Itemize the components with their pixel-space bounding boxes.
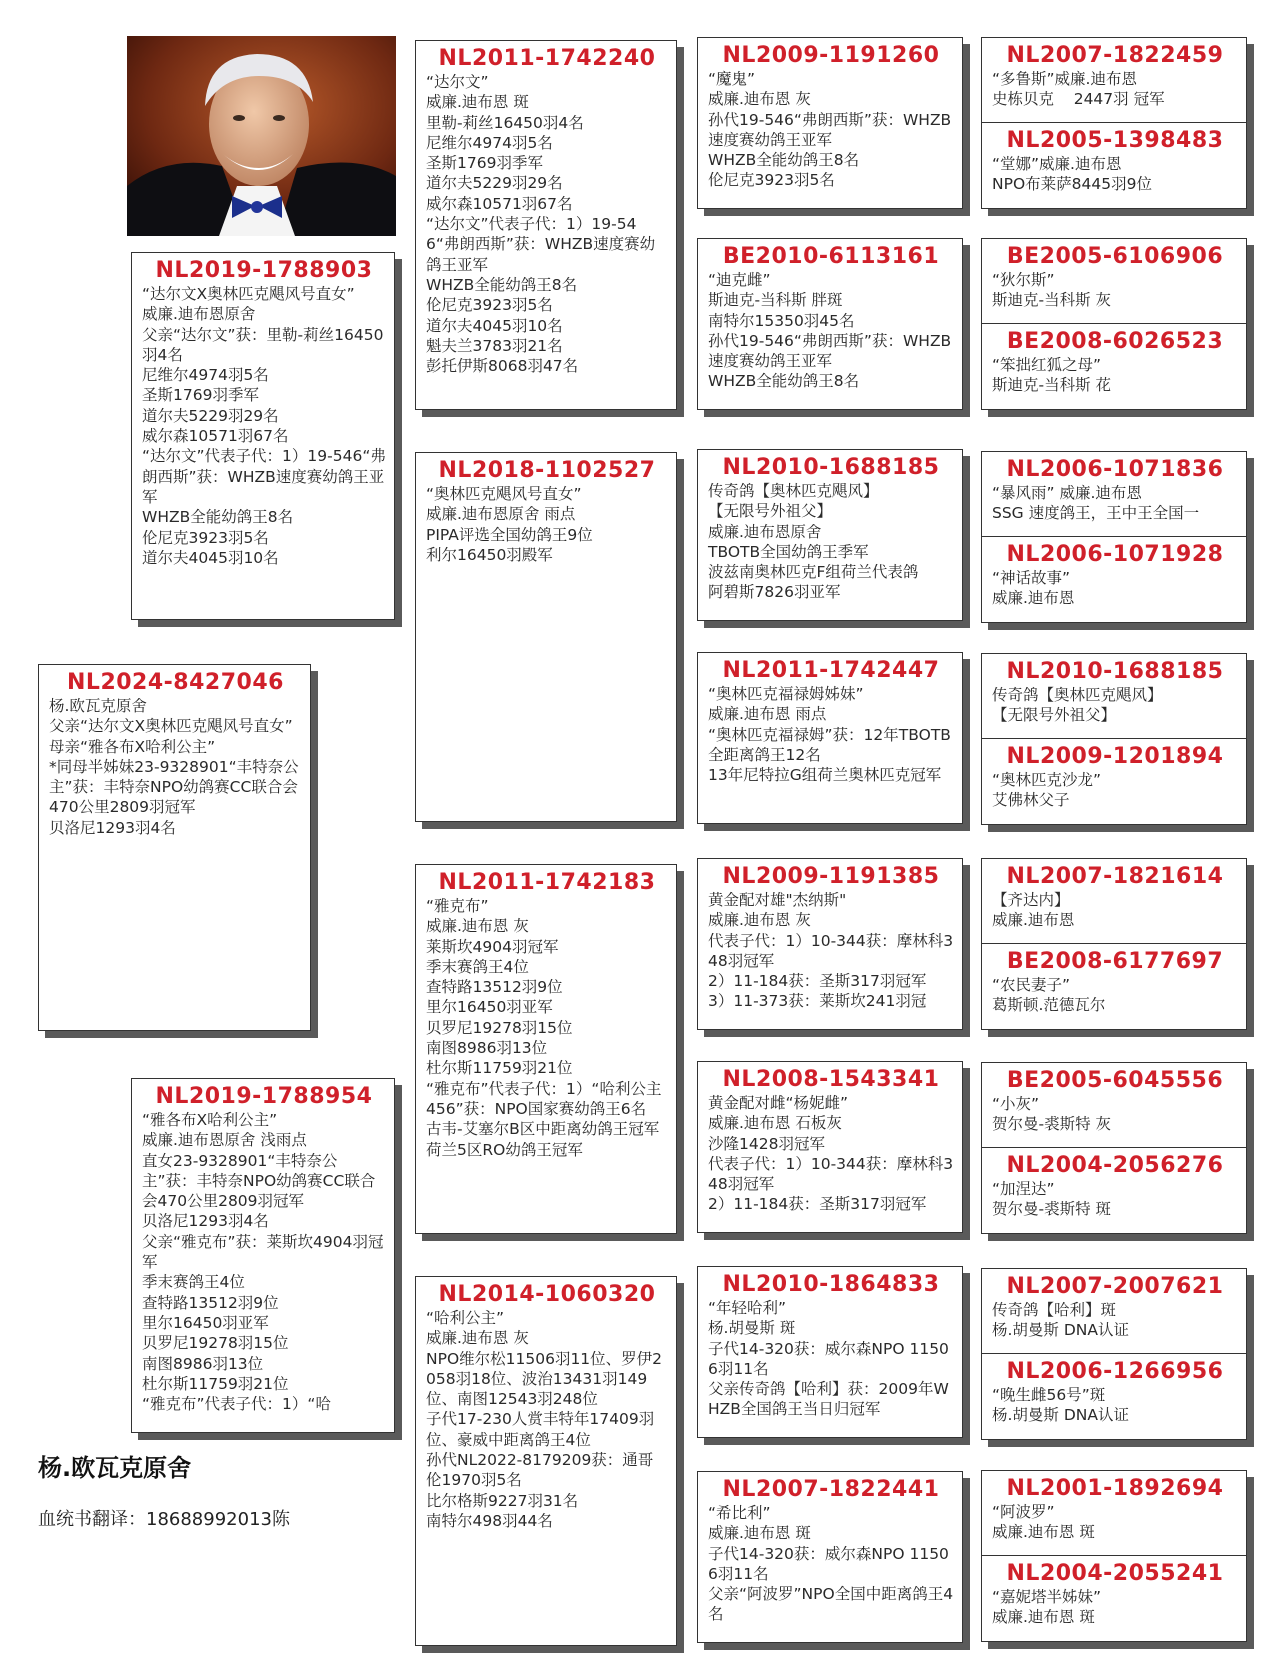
gen3-details: 黄金配对雄"杰纳斯" 威廉.迪布恩 灰 代表子代：1）10-344获：摩林科348羽冠军 2）11-184获：圣斯317羽冠军 3）11-373获：莱斯坎241羽冠 (708, 891, 954, 1011)
gen4-details: “加涅达” 贺尔曼-裘斯特 斑 (992, 1180, 1112, 1219)
gen3-card (697, 1471, 963, 1643)
gen4-details: 传奇鸽【哈利】斑 杨.胡曼斯 DNA认证 (992, 1301, 1129, 1340)
gen4-ring-number: BE2005-6045556 (1006, 1068, 1224, 1093)
gen4-ring-number: NL2009-1201894 (1006, 744, 1224, 769)
gen4-ring-number: NL2006-1266956 (1006, 1359, 1224, 1384)
gen2-details: “哈利公主” 威廉.迪布恩 灰 NPO维尔松11506羽11位、罗伊2058羽18位、波治13431羽149位、南图12543羽248位 子代17-230人赏丰特年17409羽位、豪威中距离鸽王4位 孙代NL2022-8179209获：通哥伦1970羽5名 比尔格斯9227羽31名 南特尔498羽44名 (426, 1309, 663, 1530)
gen3-ring-number: NL2010-1864833 (722, 1272, 940, 1297)
gen4-details: “多鲁斯”威廉.迪布恩 史栋贝克 2447羽 冠军 (992, 70, 1165, 109)
gen2-ring-number: NL2011-1742240 (438, 46, 656, 71)
gen4-ring-number: NL2007-2007621 (1006, 1274, 1224, 1299)
gen3-details: “希比利” 威廉.迪布恩 斑 子代14-320获：威尔森NPO 11506羽11名 父亲“阿波罗”NPO全国中距离鸽王4名 (708, 1504, 954, 1624)
gen4-ring-number: NL2001-1892694 (1006, 1476, 1224, 1501)
gen4-section (982, 1269, 1246, 1353)
gen3-card (697, 1061, 963, 1233)
subject-ring-number: NL2024-8427046 (67, 670, 284, 695)
gen4-ring-number: NL2006-1071836 (1006, 457, 1224, 482)
translator-contact: 血统书翻译：18688992013陈 (38, 1509, 290, 1530)
breeder-portrait-photo (127, 36, 396, 236)
gen2-details: “奥林匹克飓风号直女” 威廉.迪布恩原舍 雨点 PIPA评选全国幼鸽王9位 利尔16450羽殿军 (426, 485, 593, 564)
gen3-ring-number: NL2010-1688185 (722, 455, 940, 480)
gen4-card (981, 858, 1247, 1030)
gen3-details: “年轻哈利” 杨.胡曼斯 斑 子代14-320获：威尔森NPO 11506羽11名 父亲传奇鸽【哈利】获：2009年WHZB全国鸽王当日归冠军 (708, 1299, 949, 1419)
gen3-card (697, 652, 963, 824)
gen3-ring-number: NL2008-1543341 (722, 1067, 940, 1092)
gen3-ring-number: NL2009-1191260 (722, 43, 940, 68)
gen4-section (982, 1471, 1246, 1555)
gen3-ring-number: NL2009-1191385 (722, 864, 940, 889)
sire-details: “达尔文X奥林匹克飓风号直女” 威廉.迪布恩原舍 父亲“达尔文”获：里勒-莉丝16450羽4名 尼维尔4974羽5名 圣斯1769羽季军 道尔夫5229羽29名 威尔森10571羽67名 “达尔文”代表子代：1）19-546“弗朗西斯”获：WHZB速度赛幼鸽王亚军 WHZB全能幼鸽王8名 伦尼克3923羽5名 道尔夫4045羽10名 (142, 285, 386, 567)
gen4-ring-number: NL2007-1821614 (1006, 864, 1224, 889)
gen2-ring-number: NL2018-1102527 (438, 458, 656, 483)
gen4-card (981, 37, 1247, 209)
gen4-ring-number: NL2010-1688185 (1006, 659, 1224, 684)
gen4-section (982, 1063, 1246, 1147)
gen4-section (982, 239, 1246, 323)
gen4-card (981, 451, 1247, 623)
gen2-ring-number: NL2011-1742183 (438, 870, 656, 895)
gen2-details: “达尔文” 威廉.迪布恩 斑 里勒-莉丝16450羽4名 尼维尔4974羽5名 圣斯1769羽季军 道尔夫5229羽29名 威尔森10571羽67名 “达尔文”代表子代：1）19-546“弗朗西斯”获：WHZB速度赛幼鸽王亚军 WHZB全能幼鸽王8名 伦尼克3923羽5名 道尔夫4045羽10名 魁夫兰3783羽21名 彭托伊斯8068羽47名 (426, 73, 656, 376)
gen4-card (981, 1268, 1247, 1440)
gen4-details: “小灰” 贺尔曼-裘斯特 灰 (992, 1095, 1112, 1134)
gen3-details: “奥林匹克福禄姆姊妹” 威廉.迪布恩 雨点 “奥林匹克福禄姆”获：12年TBOTB全距离鸽王12名 13年尼特拉G组荷兰奥林匹克冠军 (708, 685, 951, 785)
gen4-details: “奥林匹克沙龙” 艾佛林父子 (992, 771, 1102, 810)
gen3-details: “魔鬼” 威廉.迪布恩 灰 孙代19-546“弗朗西斯”获：WHZB速度赛幼鸽王亚军 WHZB全能幼鸽王8名 伦尼克3923羽5名 (708, 70, 952, 190)
gen4-details: “暴风雨” 威廉.迪布恩 SSG 速度鸽王，王中王全国一 (992, 484, 1200, 523)
gen2-card (415, 1276, 677, 1646)
gen4-details: “阿波罗” 威廉.迪布恩 斑 (992, 1503, 1095, 1542)
gen4-details: “农民妻子” 葛斯顿.范德瓦尔 (992, 976, 1106, 1015)
dam-card (131, 1078, 395, 1433)
subject-card (38, 664, 311, 1031)
gen4-ring-number: NL2004-2055241 (1006, 1561, 1224, 1586)
gen3-details: “迪克雌” 斯迪克-当科斯 胖斑 南特尔15350羽45名 孙代19-546“弗朗西斯”获：WHZB速度赛幼鸽王亚军 WHZB全能幼鸽王8名 (708, 271, 952, 391)
gen4-section (982, 323, 1246, 400)
gen4-section (982, 38, 1246, 122)
gen4-card (981, 1470, 1247, 1642)
gen4-ring-number: BE2008-6026523 (1006, 329, 1224, 354)
gen4-card (981, 1062, 1247, 1234)
gen3-card (697, 238, 963, 410)
gen3-details: 黄金配对雌“杨妮雌” 威廉.迪布恩 石板灰 沙隆1428羽冠军 代表子代：1）10-344获：摩林科348羽冠军 2）11-184获：圣斯317羽冠军 (708, 1094, 954, 1214)
gen4-ring-number: BE2005-6106906 (1006, 244, 1224, 269)
gen4-card (981, 653, 1247, 825)
gen4-section (982, 452, 1246, 536)
gen4-ring-number: NL2007-1822459 (1006, 43, 1224, 68)
gen4-section (982, 943, 1246, 1020)
gen3-ring-number: NL2011-1742447 (722, 658, 940, 683)
loft-name: 杨.欧瓦克原舍 (38, 1454, 192, 1482)
gen3-card (697, 858, 963, 1030)
gen2-card (415, 864, 677, 1234)
gen4-card (981, 238, 1247, 410)
gen4-ring-number: NL2006-1071928 (1006, 542, 1224, 567)
gen4-section (982, 1555, 1246, 1632)
gen4-details: 【齐达内】 威廉.迪布恩 (992, 891, 1075, 930)
gen4-ring-number: BE2008-6177697 (1006, 949, 1224, 974)
gen3-ring-number: BE2010-6113161 (722, 244, 940, 269)
gen3-details: 传奇鸽【奥林匹克飓风】 【无限号外祖父】 威廉.迪布恩原舍 TBOTB全国幼鸽王季军 波兹南奥林匹克F组荷兰代表鸽 阿碧斯7826羽亚军 (708, 482, 919, 602)
gen3-card (697, 449, 963, 621)
gen4-section (982, 536, 1246, 613)
gen4-ring-number: NL2005-1398483 (1006, 128, 1224, 153)
gen4-section (982, 1353, 1246, 1430)
gen4-ring-number: NL2004-2056276 (1006, 1153, 1224, 1178)
gen4-details: “狄尔斯” 斯迪克-当科斯 灰 (992, 271, 1112, 310)
dam-ring-number: NL2019-1788954 (155, 1084, 373, 1109)
gen4-details: 传奇鸽【奥林匹克飓风】 【无限号外祖父】 (992, 686, 1163, 725)
dam-details: “雅各布X哈利公主” 威廉.迪布恩原舍 浅雨点 直女23-9328901“丰特奈公主”获：丰特奈NPO幼鸽赛CC联合会470公里2809羽冠军 贝洛尼1293羽4名 父亲“雅克布”获：莱斯坎4904羽冠军 季末赛鸽王4位 查特路13512羽9位 里尔16450羽亚军 贝罗尼19278羽15位 南图8986羽13位 杜尔斯11759羽21位 “雅克布”代表子代：1）“哈 (142, 1111, 384, 1414)
gen2-ring-number: NL2014-1060320 (438, 1282, 656, 1307)
gen4-details: “神话故事” 威廉.迪布恩 (992, 569, 1075, 608)
sire-ring-number: NL2019-1788903 (155, 258, 373, 283)
gen3-card (697, 37, 963, 209)
gen4-section (982, 859, 1246, 943)
portrait-illustration (127, 36, 396, 236)
gen4-details: “笨拙红狐之母” 斯迪克-当科斯 花 (992, 356, 1112, 395)
sire-card (131, 252, 395, 620)
gen4-section (982, 1147, 1246, 1224)
gen2-card (415, 452, 677, 822)
gen3-ring-number: NL2007-1822441 (722, 1477, 940, 1502)
gen4-section (982, 738, 1246, 815)
gen2-card (415, 40, 677, 410)
gen4-section (982, 122, 1246, 199)
gen3-card (697, 1266, 963, 1438)
gen2-details: “雅克布” 威廉.迪布恩 灰 莱斯坎4904羽冠军 季末赛鸽王4位 查特路13512羽9位 里尔16450羽亚军 贝罗尼19278羽15位 南图8986羽13位 杜尔斯11759羽21位 “雅克布”代表子代：1）“哈利公主456”获：NPO国家赛幼鸽王6名 古韦-艾塞尔B区中距离幼鸽王冠军 荷兰5区RO幼鸽王冠军 (426, 897, 662, 1159)
gen4-details: “嘉妮塔半姊妹” 威廉.迪布恩 斑 (992, 1588, 1102, 1627)
subject-details: 杨.欧瓦克原舍 父亲“达尔文X奥林匹克飓风号直女” 母亲“雅各布X哈利公主” *同母半姊妹23-9328901“丰特奈公主”获：丰特奈NPO幼鸽赛CC联合会470公里2809羽冠军 贝洛尼1293羽4名 (49, 697, 299, 837)
gen4-details: “堂娜”威廉.迪布恩 NPO布莱萨8445羽9位 (992, 155, 1152, 194)
gen4-details: “晚生雌56号”斑 杨.胡曼斯 DNA认证 (992, 1386, 1129, 1425)
gen4-section (982, 654, 1246, 738)
